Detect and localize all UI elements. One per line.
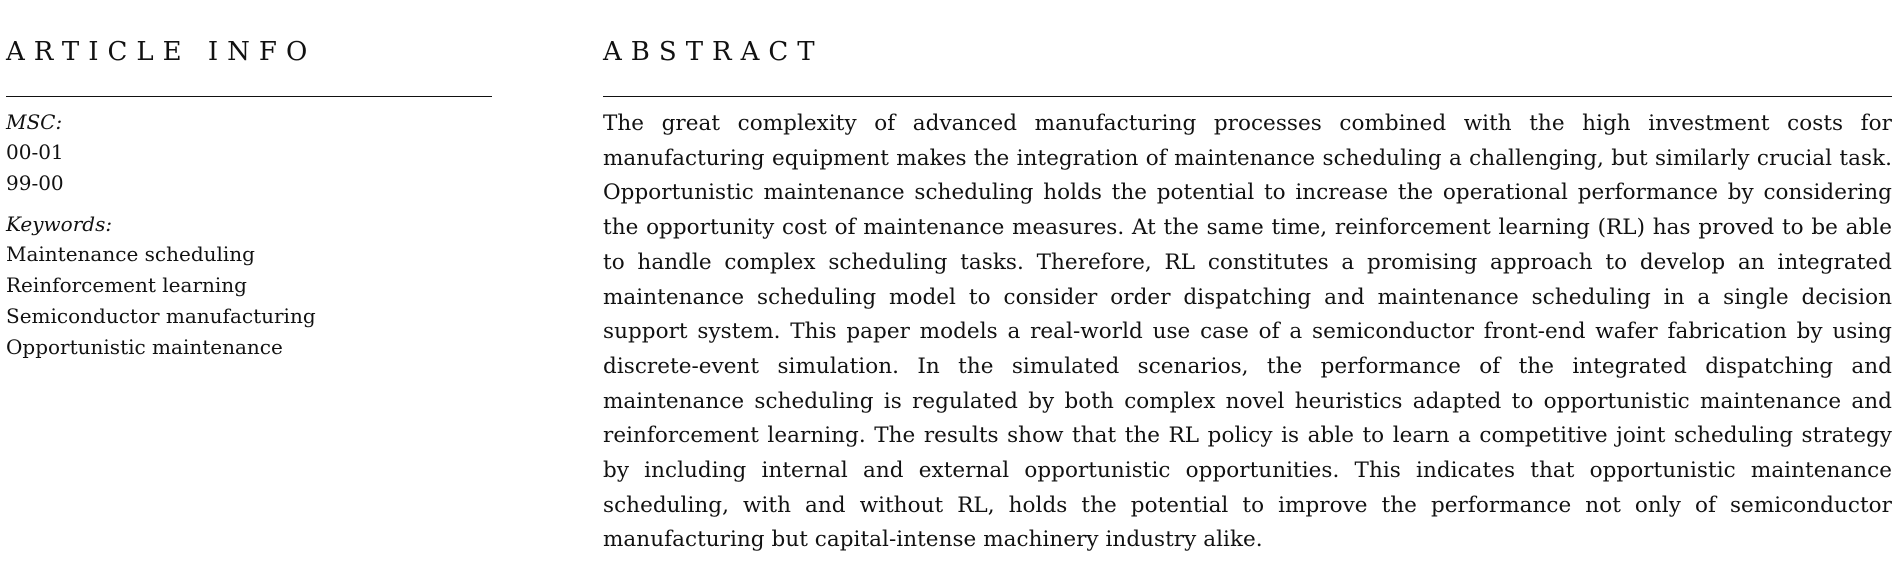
keywords-label: Keywords: [6, 212, 113, 236]
abstract-heading: ABSTRACT [603, 37, 824, 67]
msc-code: 00-01 [6, 140, 64, 164]
keyword-item: Opportunistic maintenance [6, 335, 283, 359]
abstract-divider [603, 96, 1892, 97]
abstract-section [603, 30, 1892, 558]
article-info-heading: ARTICLE INFO [6, 37, 317, 67]
article-info-section [6, 30, 492, 373]
keywords-group [6, 209, 492, 363]
keyword-item: Semiconductor manufacturing [6, 304, 316, 328]
article-info-divider [6, 96, 492, 97]
keyword-item: Reinforcement learning [6, 273, 247, 297]
msc-group [6, 107, 492, 199]
abstract-text: The great complexity of advanced manufacturing processes combined with the high investment costs for manufacturing equipment makes the integration of maintenance scheduling a challenging, but similarly crucial task. Opportunistic maintenance scheduling holds the potential to increase the operational performance by considering the opportunity cost of maintenance measures. At the same time, reinforcement learning (RL) has proved to be able to handle complex scheduling tasks. Therefore, RL constitutes a promising approach to develop an integrated maintenance scheduling model to consider order dispatching and maintenance scheduling in a single decision support system. This paper models a real-world use case of a semiconductor front-end wafer fabrication by using discrete-event simulation. In the simulated scenarios, the performance of the integrated dispatching and maintenance scheduling is regulated by both complex novel heuristics adapted to opportunistic maintenance and reinforcement learning. The results show that the RL policy is able to learn a competitive joint scheduling strategy by including internal and external opportunistic opportunities. This indicates that opportunistic maintenance scheduling, with and without RL, holds the potential to improve the performance not only of semiconductor manufacturing but capital-intense machinery industry alike. [603, 111, 1892, 553]
keyword-item: Maintenance scheduling [6, 242, 255, 266]
msc-label: MSC: [6, 110, 63, 134]
msc-code: 99-00 [6, 171, 64, 195]
